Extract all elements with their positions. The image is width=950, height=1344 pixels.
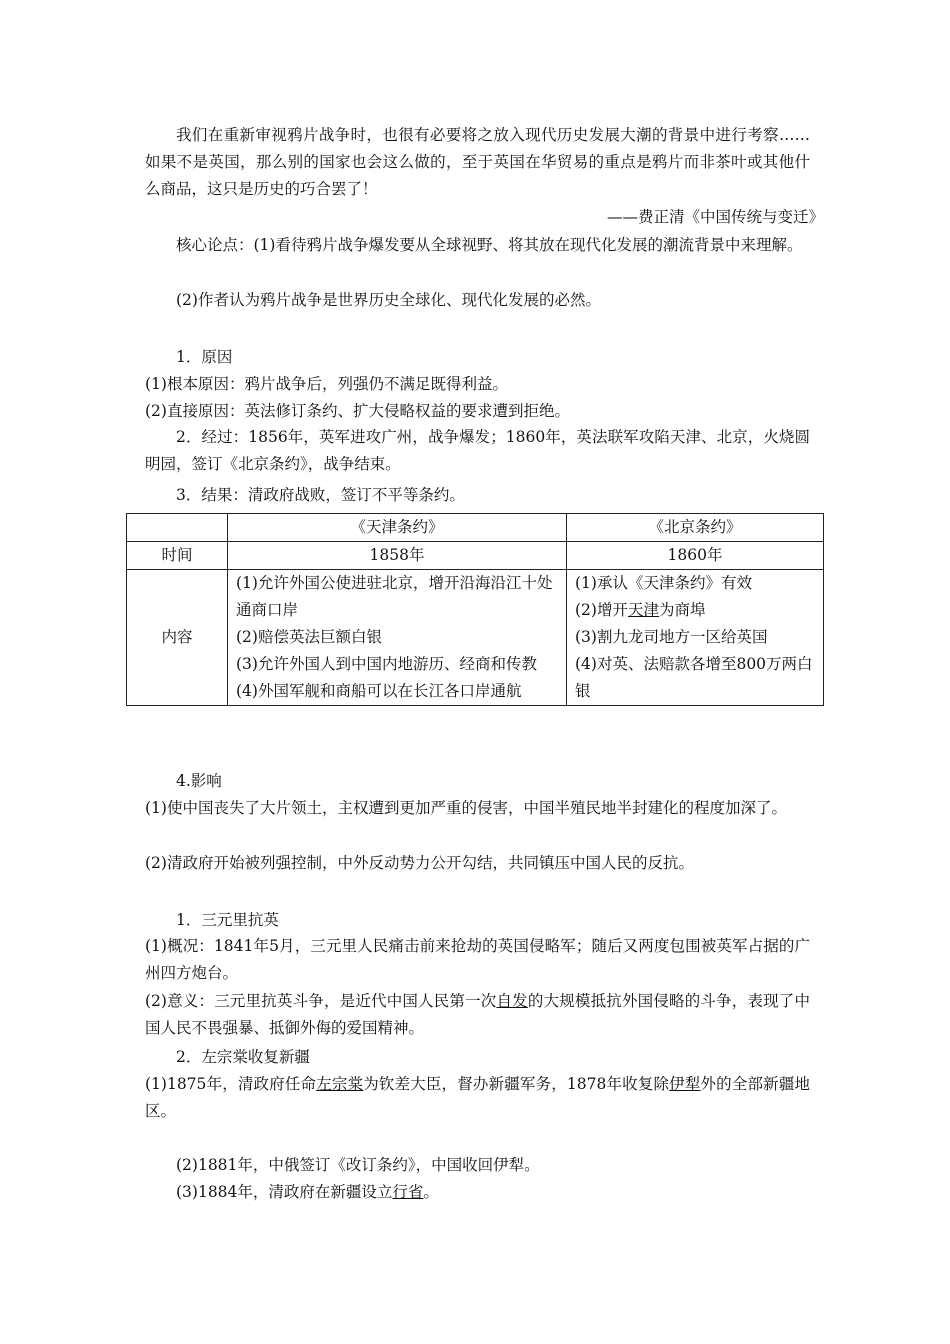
beijing-item — [575, 597, 815, 624]
quote-text: 我们在重新审视鸦片战争时，也很有必要将之放入现代历史发展大潮的背景中进行考察……如果不是英国，那么别的国家也会这么做的，至于英国在华贸易的重点是鸦片而非茶叶或其他什么商品，这只是历史的巧合罢了！ — [145, 126, 810, 198]
text-span: (3)1884年，清政府在新疆设立 — [176, 1183, 393, 1201]
impact-1: (1)使中国丧失了大片领土，主权遭到更加严重的侵害，中国半殖民地半封建化的程度加深了。 — [145, 799, 787, 817]
tianjin-item: (4)外国军舰和商船可以在长江各口岸通航 — [236, 682, 522, 700]
sanyuanli-1: (1)概况：1841年5月，三元里人民痛击前来抢劫的英国侵略军；随后又两度包围被英军占据的广州四方炮台。 — [145, 937, 810, 982]
text-span: 外的全部新疆地区。 — [145, 1075, 810, 1120]
header-tianjin: 《天津条约》 — [228, 514, 567, 542]
tianjin-item: (1)允许外国公使进驻北京，增开沿海沿江十处通商口岸 — [236, 574, 553, 619]
table-corner-cell — [127, 514, 228, 542]
table-row-time — [127, 542, 824, 570]
table-header-row — [127, 514, 824, 542]
xinjiang-1 — [145, 1071, 810, 1125]
sanyuanli-title: 1．三元里抗英 — [176, 911, 279, 929]
text-span: (1)1875年，清政府任命 — [145, 1075, 317, 1093]
treaty-table — [126, 513, 824, 706]
beijing-item-text: (2)增开 — [575, 601, 628, 619]
cause-1: (1)根本原因：鸦片战争后，列强仍不满足既得利益。 — [145, 375, 508, 393]
beijing-item: (1)承认《天津条约》有效 — [575, 574, 752, 592]
core-point-2: (2)作者认为鸦片战争是世界历史全球化、现代化发展的必然。 — [176, 291, 601, 309]
result: 3．结果：清政府战败，签订不平等条约。 — [176, 486, 465, 504]
time-beijing: 1860年 — [567, 542, 824, 570]
xinjiang-2: (2)1881年，中俄签订《改订条约》，中国收回伊犁。 — [176, 1156, 540, 1174]
underlined-term: 自发 — [496, 992, 528, 1010]
row-label-time: 时间 — [127, 542, 228, 570]
process: 2．经过：1856年，英军进攻广州，战争爆发；1860年，英法联军攻陷天津、北京，火烧圆明园，签订《北京条约》，战争结束。 — [145, 428, 810, 473]
row-label-content: 内容 — [127, 570, 228, 706]
time-tianjin: 1858年 — [228, 542, 567, 570]
beijing-item-text: 为商埠 — [658, 601, 706, 619]
underlined-term: 行省 — [392, 1183, 424, 1201]
beijing-item: (4)对英、法赔款各增至800万两白银 — [575, 655, 813, 700]
beijing-item: (3)割九龙司地方一区给英国 — [575, 628, 768, 646]
impact-title: 4.影响 — [176, 772, 222, 790]
underlined-term: 天津 — [627, 601, 659, 619]
text-span: 的大规模抵抗外国侵略的斗争，表现了中国人民不畏强暴、抵御外侮的爱国精神。 — [145, 992, 810, 1037]
core-point-1: 核心论点：(1)看待鸦片战争爆发要从全球视野、将其放在现代化发展的潮流背景中来理解。 — [176, 236, 803, 254]
underlined-term: 伊犁 — [669, 1075, 701, 1093]
quote-source: ——费正清《中国传统与变迁》 — [606, 208, 824, 226]
beijing-content — [567, 570, 824, 706]
text-span: (2)意义：三元里抗英斗争，是近代中国人民第一次 — [145, 992, 497, 1010]
tianjin-item: (3)允许外国人到中国内地游历、经商和传教 — [236, 655, 537, 673]
text-span: 为钦差大臣，督办新疆军务，1878年收复除 — [363, 1075, 670, 1093]
impact-2: (2)清政府开始被列强控制，中外反动势力公开勾结，共同镇压中国人民的反抗。 — [145, 854, 694, 872]
underlined-term: 左宗棠 — [316, 1075, 364, 1093]
xinjiang-title: 2．左宗棠收复新疆 — [176, 1048, 310, 1066]
cause-title: 1．原因 — [176, 348, 233, 366]
table-row-content — [127, 570, 824, 706]
header-beijing: 《北京条约》 — [567, 514, 824, 542]
sanyuanli-2 — [145, 988, 810, 1042]
tianjin-item: (2)赔偿英法巨额白银 — [236, 628, 382, 646]
tianjin-content — [228, 570, 567, 706]
cause-2: (2)直接原因：英法修订条约、扩大侵略权益的要求遭到拒绝。 — [145, 402, 570, 420]
xinjiang-3 — [176, 1182, 439, 1202]
text-span: 。 — [423, 1183, 439, 1201]
